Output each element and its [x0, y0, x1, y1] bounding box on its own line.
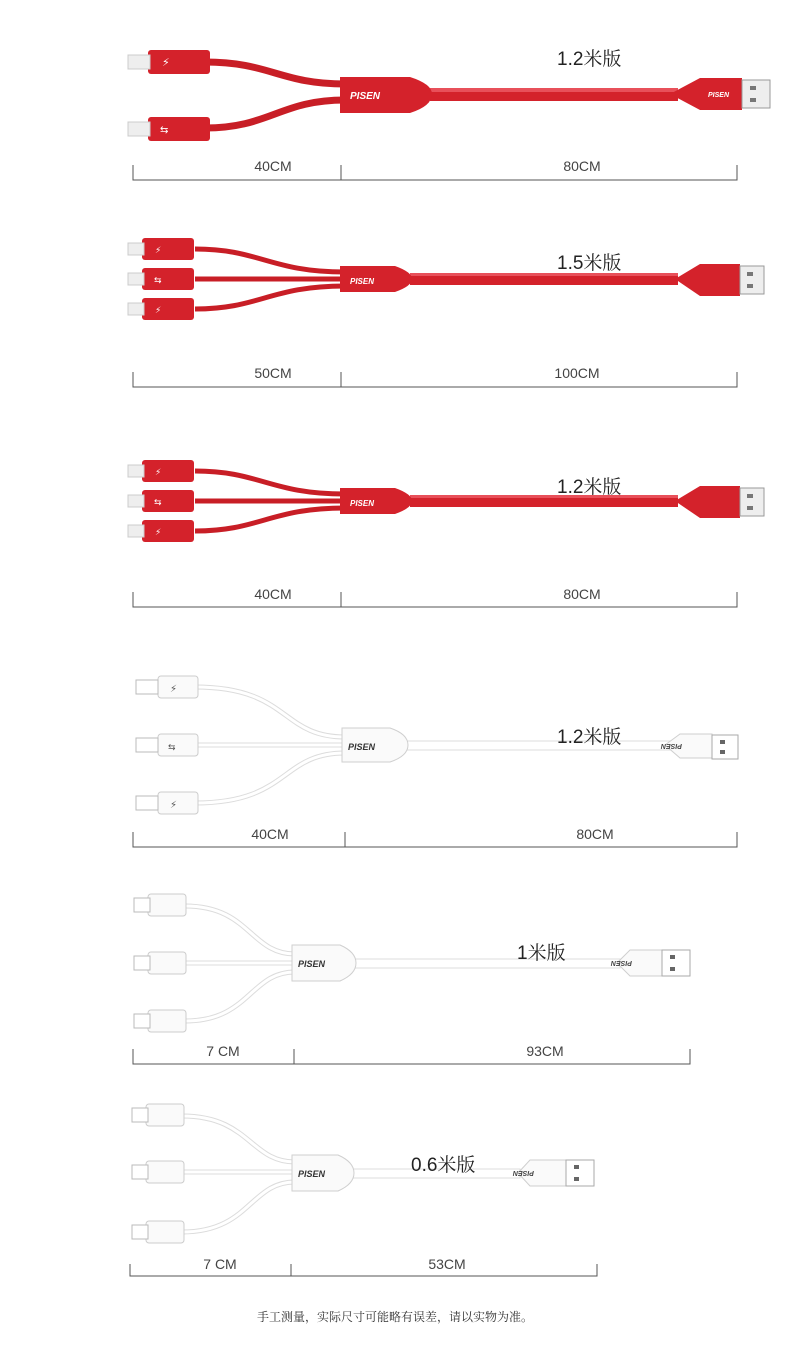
svg-text:PISEN: PISEN — [708, 92, 730, 99]
lightning-icon: ⚡ — [162, 57, 170, 69]
svg-text:PISEN: PISEN — [350, 499, 375, 508]
left-length-label: 7 CM — [203, 1256, 237, 1272]
left-length-label: 7 CM — [206, 1043, 240, 1059]
cable-panel-2 — [0, 200, 790, 420]
lightning-icon: ⚡ — [155, 305, 162, 315]
usb-icon: ⇆ — [154, 497, 162, 507]
svg-text:PISEN: PISEN — [610, 959, 632, 966]
cable-panel-6 — [0, 1088, 790, 1298]
version-label: 1.2米版 — [557, 727, 622, 748]
left-length-label: 40CM — [254, 158, 292, 174]
cable-panel-1 — [0, 0, 790, 200]
cable-illustration — [0, 1088, 790, 1298]
cable-illustration — [0, 420, 790, 642]
usb-icon: ⇆ — [160, 125, 169, 136]
version-label: 1米版 — [517, 943, 566, 964]
left-length-label: 40CM — [254, 586, 292, 602]
right-length-label: 100CM — [554, 365, 600, 381]
lightning-icon: ⚡ — [170, 800, 178, 811]
lightning-icon: ⚡ — [155, 467, 162, 477]
left-length-label: 50CM — [254, 365, 292, 381]
right-length-label: 80CM — [563, 586, 601, 602]
left-length-label: 40CM — [251, 826, 289, 842]
version-label: 1.2米版 — [557, 49, 622, 70]
measurement-footnote: 手工测量，实际尺寸可能略有误差，请以实物为准。 — [256, 1310, 533, 1324]
cable-illustration — [0, 642, 790, 870]
cable-illustration — [0, 200, 790, 420]
right-length-label: 53CM — [428, 1256, 466, 1272]
right-length-label: 80CM — [576, 826, 614, 842]
svg-text:PISEN: PISEN — [660, 742, 682, 749]
right-length-label: 93CM — [526, 1043, 564, 1059]
cable-illustration — [0, 870, 790, 1088]
svg-text:PISEN: PISEN — [298, 959, 326, 969]
lightning-icon: ⚡ — [155, 527, 162, 537]
right-length-label: 80CM — [563, 158, 601, 174]
cable-panel-5 — [0, 870, 790, 1088]
pisen-logo: PISEN — [350, 91, 381, 102]
svg-text:PISEN: PISEN — [350, 277, 375, 286]
cable-illustration — [0, 0, 790, 200]
svg-text:PISEN: PISEN — [512, 1169, 534, 1176]
version-label: 0.6米版 — [411, 1155, 476, 1176]
version-label: 1.2米版 — [557, 477, 622, 498]
lightning-icon: ⚡ — [155, 245, 162, 255]
cable-panel-4 — [0, 642, 790, 870]
usb-icon: ⇆ — [168, 742, 176, 752]
version-label: 1.5米版 — [557, 253, 622, 274]
lightning-icon: ⚡ — [170, 684, 178, 695]
svg-text:PISEN: PISEN — [298, 1169, 326, 1179]
usb-icon: ⇆ — [154, 275, 162, 285]
svg-text:PISEN: PISEN — [348, 742, 376, 752]
cable-panel-3 — [0, 420, 790, 642]
